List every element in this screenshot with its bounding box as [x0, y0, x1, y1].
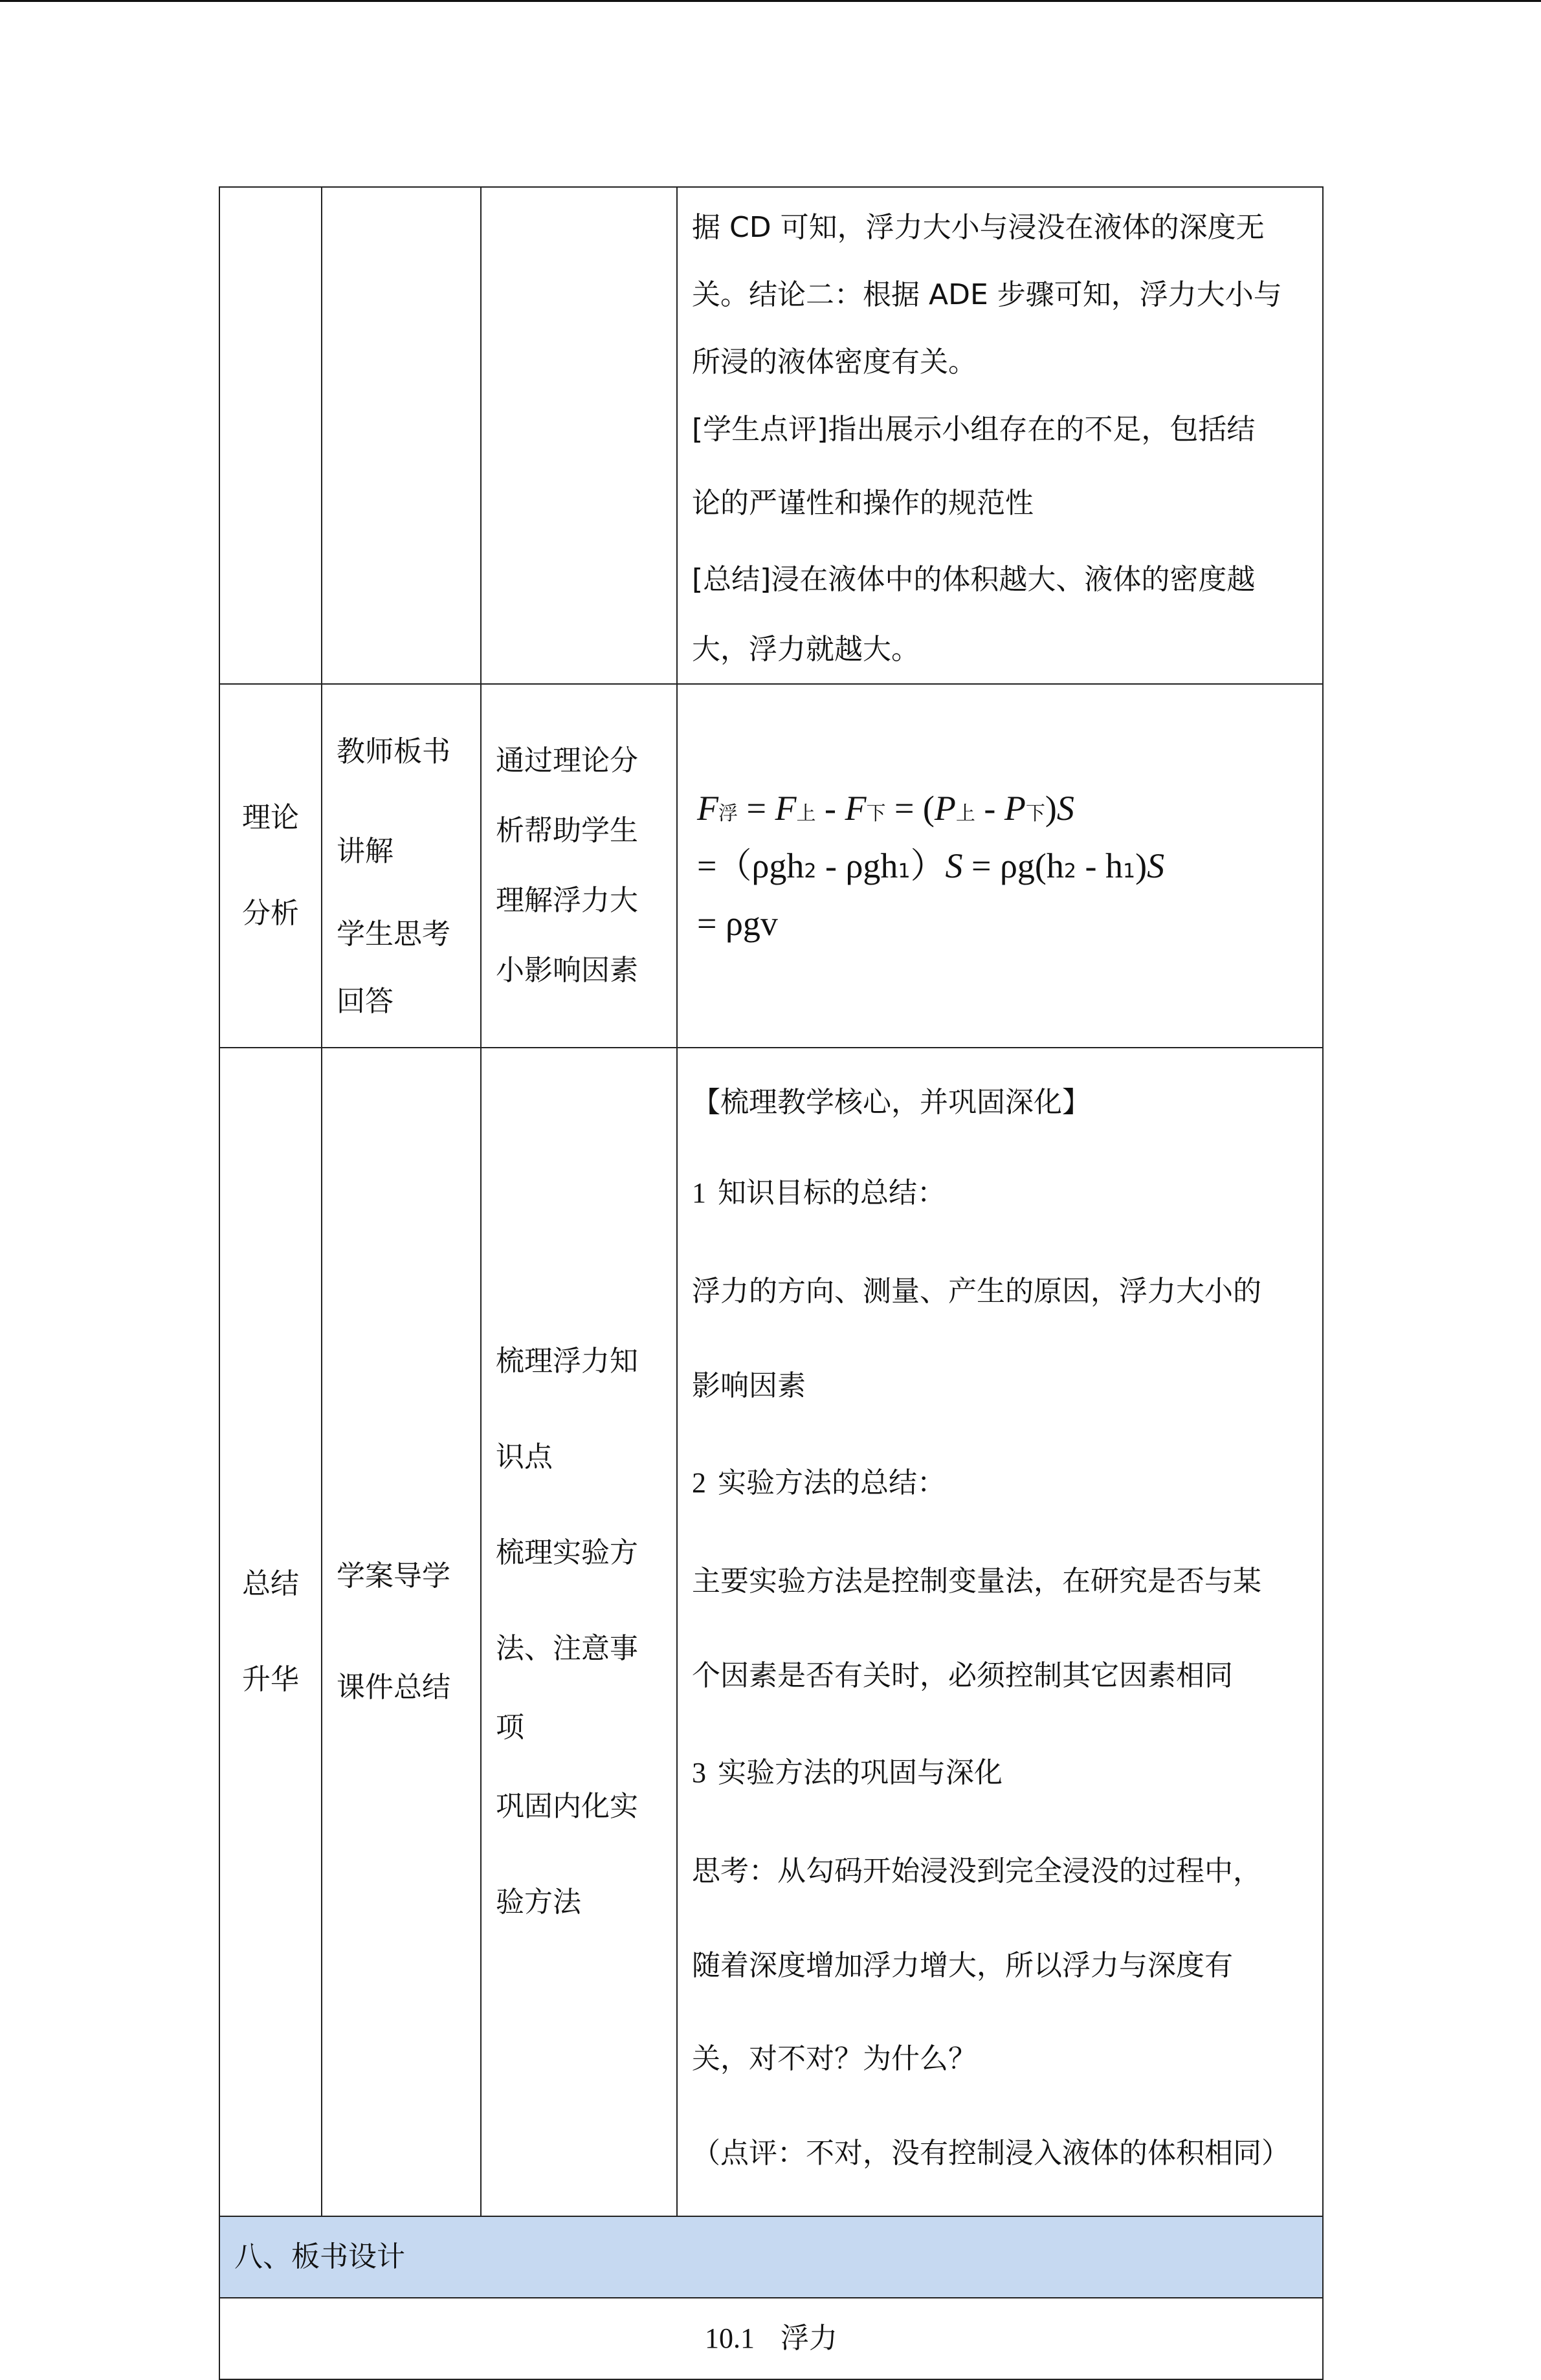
summary-text: 影响因素 [692, 1369, 806, 1402]
summary-section-3: 3 实验方法的巩固与深化 [692, 1756, 1003, 1789]
summary-heading: 【梳理教学核心，并巩固深化】 [692, 1086, 1091, 1119]
stage-label: 总结 [242, 1567, 299, 1600]
intent-line: 巩固内化实 [496, 1790, 638, 1823]
summary-text: 随着深度增加浮力增大，所以浮力与深度有 [692, 1949, 1233, 1982]
cell-intent [481, 1048, 677, 2216]
summary-text: 主要实验方法是控制变量法，在研究是否与某 [692, 1565, 1261, 1598]
formula-line-1: F浮 = F上 - F下 = (P上 - P下)S [697, 789, 1074, 828]
intent-line: 析帮助学生 [496, 814, 638, 847]
table-row-theory [219, 684, 1323, 1048]
summary-text: 关，对不对？为什么？ [692, 2042, 977, 2075]
intent-line: 验方法 [496, 1886, 581, 1919]
method-line: 回答 [337, 985, 394, 1018]
summary-text: 浮力的方向、测量、产生的原因，浮力大小的 [692, 1275, 1261, 1308]
table-row-continuation [219, 187, 1323, 684]
text-line: 所浸的液体密度有关。 [692, 346, 977, 379]
cell-intent-empty [481, 187, 677, 684]
cell-method [322, 1048, 481, 2216]
stage-label: 理论 [242, 801, 299, 834]
board-design-title [219, 2298, 1323, 2379]
cell-stage [219, 1048, 322, 2216]
cell-activity-continuation [677, 187, 1323, 684]
formula-line-2: =（ρgh2 - ρgh1）S = ρg(h2 - h1)S [697, 846, 1165, 885]
method-line: 课件总结 [337, 1671, 450, 1704]
cell-intent [481, 684, 677, 1048]
cell-stage-empty [219, 187, 322, 684]
method-line: 讲解 [337, 835, 394, 868]
intent-line: 小影响因素 [496, 954, 638, 987]
summary-comment: （点评：不对，没有控制浸入液体的体积相同） [692, 2137, 1290, 2170]
text-line: [学生点评]指出展示小组存在的不足，包括结 [692, 413, 1256, 446]
summary-text: 个因素是否有关时，必须控制其它因素相同 [692, 1659, 1233, 1692]
text-line: 论的严谨性和操作的规范性 [692, 487, 1034, 520]
text-line: 据 CD 可知，浮力大小与浸没在液体的深度无 [692, 211, 1265, 244]
section-heading: 八、板书设计 [219, 2216, 1323, 2298]
board-number: 10.1 [705, 2322, 755, 2354]
intent-line: 识点 [496, 1440, 553, 1473]
lesson-plan-table [219, 186, 1324, 2380]
page-top-rule [0, 0, 1541, 2]
text-line: 大，浮力就越大。 [692, 633, 920, 666]
table-row-board-design [219, 2298, 1323, 2379]
table-row-section-heading [219, 2216, 1323, 2298]
intent-line: 理解浮力大 [496, 884, 638, 917]
intent-line: 项 [496, 1711, 524, 1744]
stage-label: 升华 [242, 1663, 299, 1696]
text-line: [总结]浸在液体中的体积越大、液体的密度越 [692, 563, 1256, 596]
board-title: 浮力 [781, 2322, 837, 2355]
summary-section-1: 1 知识目标的总结： [692, 1176, 946, 1209]
method-line: 学生思考 [337, 918, 450, 951]
text-line: 关。结论二：根据 ADE 步骤可知，浮力大小与 [692, 278, 1282, 311]
intent-line: 梳理浮力知 [496, 1345, 638, 1378]
formula-line-3: = ρgv [697, 904, 778, 943]
intent-line: 通过理论分 [496, 744, 638, 777]
method-line: 学案导学 [337, 1559, 450, 1592]
cell-buoyancy-formula [677, 684, 1323, 1048]
method-line: 教师板书 [337, 735, 450, 768]
intent-line: 法、注意事 [496, 1632, 638, 1665]
table-row-summary [219, 1048, 1323, 2216]
cell-summary-activity [677, 1048, 1323, 2216]
summary-text: 思考：从勾码开始浸没到完全浸没的过程中， [692, 1855, 1261, 1888]
cell-method [322, 684, 481, 1048]
summary-section-2: 2 实验方法的总结： [692, 1466, 946, 1499]
cell-method-empty [322, 187, 481, 684]
stage-label: 分析 [242, 897, 299, 930]
intent-line: 梳理实验方 [496, 1536, 638, 1569]
cell-stage [219, 684, 322, 1048]
